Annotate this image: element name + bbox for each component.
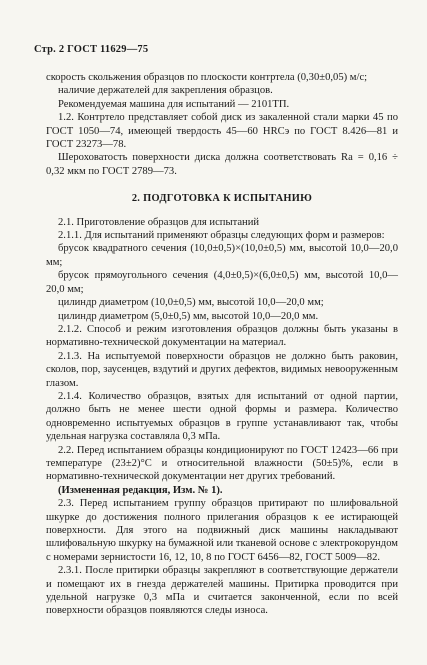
paragraph: 2.1.2. Способ и режим изготовления образцов должны быть указаны в нормативно-технической документации на материал. — [46, 323, 398, 349]
paragraph: Рекомендуемая машина для испытаний — 2101ТП. — [58, 98, 290, 110]
paragraph: 2.1. Приготовление образцов для испытаний — [58, 216, 260, 228]
paragraph: наличие держателей для закрепления образцов. — [58, 85, 273, 97]
document-body — [46, 71, 398, 618]
paragraph: 2.1.4. Количество образцов, взятых для испытаний от одной партии, должно быть не менее шести одной формы и размера. Количество одновременно испытуемых образцов в группе устанавливают так, чтобы удельная нагрузка составляла 0,3 мПа. — [46, 390, 398, 443]
paragraph: цилиндр диаметром (10,0±0,5) мм, высотой 10,0—20,0 мм; — [58, 297, 324, 309]
page-header: Стр. 2 ГОСТ 11629—75 — [34, 44, 149, 55]
paragraph: Шероховатость поверхности диска должна соответствовать Ra = 0,16 ÷ 0,32 мкм по ГОСТ 2789—73. — [46, 152, 398, 177]
paragraph: 1.2. Контртело представляет собой диск из закаленной стали марки 45 по ГОСТ 1050—74, имеющей твердость 45—60 HRCэ по ГОСТ 8.426—81 и ГОСТ 23273—78. — [46, 112, 398, 151]
paragraph: брусок квадратного сечения (10,0±0,5)×(10,0±0,5) мм, высотой 10,0—20,0 мм; — [46, 243, 398, 268]
paragraph: 2.3.1. После притирки образцы закрепляют в соответствующие держатели и помещают их в гнезда держателей машины. Притирка проводится при удельной нагрузке 0,3 мПа и считается законченной, если по всей поверхности образцов появляются следы износа. — [46, 565, 398, 617]
section-heading: 2. ПОДГОТОВКА К ИСПЫТАНИЮ — [131, 193, 313, 205]
paragraph: 2.1.1. Для испытаний применяют образцы следующих форм и размеров: — [58, 230, 385, 242]
paragraph: брусок прямоугольного сечения (4,0±0,5)×(6,0±0,5) мм, высотой 10,0—20,0 мм; — [46, 270, 398, 295]
paragraph: 2.2. Перед испытанием образцы кондиционируют по ГОСТ 12423—66 при температуре (23±2)°C и относительной влажности (50±5)%, если в нормативно-технической документации нет других требований. — [46, 444, 398, 483]
paragraph: 2.1.3. На испытуемой поверхности образцов не должно быть раковин, сколов, пор, заусенцев, вздутий и других дефектов, видимых невооруженным глазом. — [46, 350, 398, 389]
amendment-note: (Измененная редакция, Изм. № 1). — [58, 484, 223, 496]
paragraph: цилиндр диаметром (5,0±0,5) мм, высотой 10,0—20,0 мм. — [58, 310, 319, 322]
paragraph: скорость скольжения образцов по плоскости контртела (0,30±0,05) м/с; — [46, 72, 368, 83]
paragraph: 2.3. Перед испытанием группу образцов притирают по шлифовальной шкурке до достижения полного прилегания образцов к ее истирающей поверхности. Для этого на подвижный диск машины накладывают шлифовальную шкурку на бумажной или тканевой основе с электрокорундом с номерами зернистости 16, 12, 10, 8 по ГОСТ 6456—82, ГОСТ 5009—82. — [46, 498, 398, 563]
